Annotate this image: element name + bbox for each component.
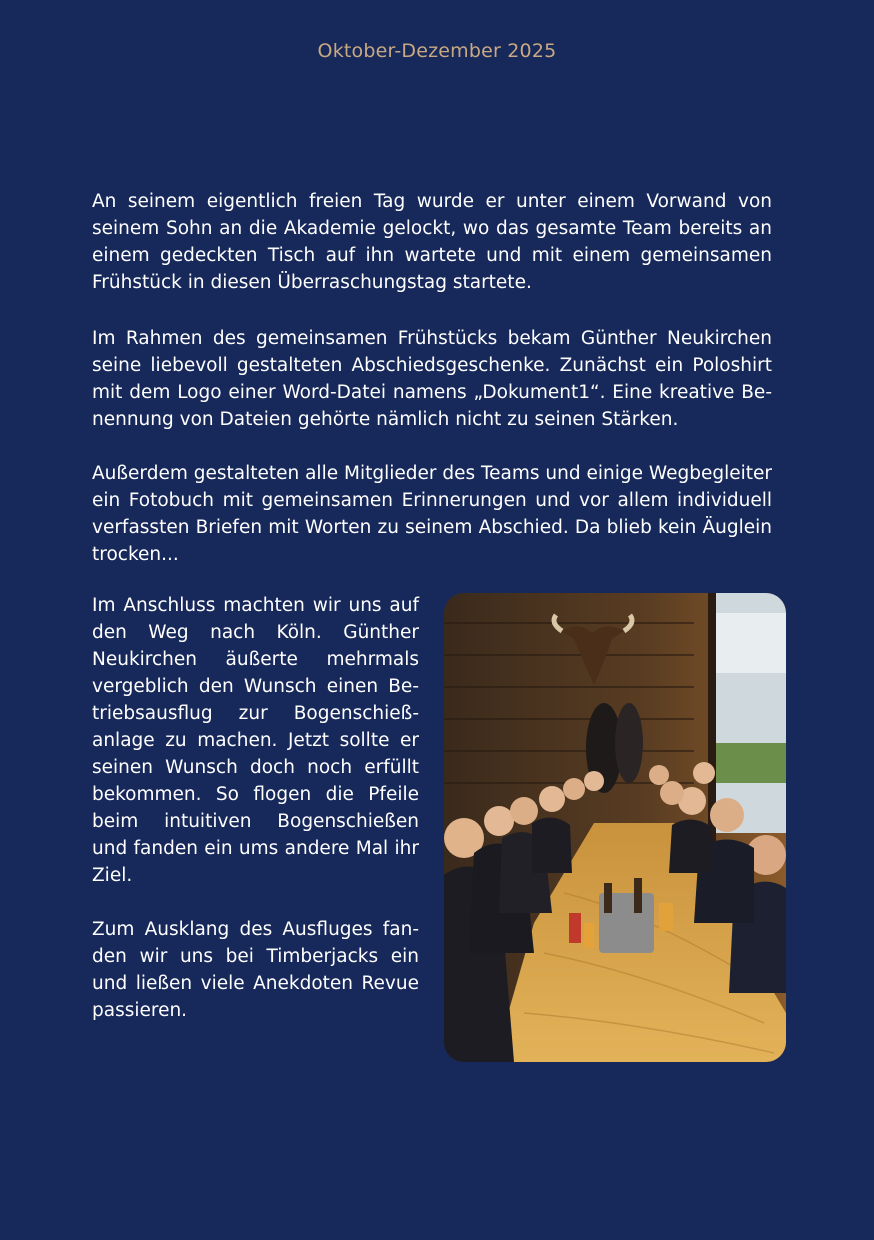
group-photo	[444, 593, 786, 1062]
article-paragraph-2: Im Rahmen des gemeinsamen Frühstücks bekam Günther Neukirchen seine liebevoll gestalteten Abschiedsgeschenke. Zunächst ein Poloshirt mit dem Logo einer Word-Datei namens „Dokument1“. Eine kreative Benennung von Dateien gehörte nämlich nicht zu seinen Stärken.	[92, 328, 772, 430]
article-paragraph-4: Im Anschluss machten wir uns auf den Weg nach Köln. Günther Neukirchen äußerte mehrmals vergeblich den Wunsch einen Betriebsausflug zur Bogenschießanlage zu machen. Jetzt sollte er seinen Wunsch doch noch erfüllt bekommen. So flogen die Pfeile beim intuitiven Bogenschießen und fanden ein ums andere Mal ihr Ziel.	[92, 595, 419, 886]
article-paragraph-1: An seinem eigentlich freien Tag wurde er unter einem Vorwand von seinem Sohn an die Akademie gelockt, wo das gesamte Team bereits an einem gedeckten Tisch auf ihn wartete und mit einem gemeinsamen Frühstück in diesen Überraschungstag startete.	[92, 191, 772, 293]
group-photo-illustration	[444, 593, 786, 1062]
article-paragraph-3: Außerdem gestalteten alle Mitglieder des Teams und einige Wegbegleiter ein Fotobuch mit gemeinsamen Erinnerungen und vor allem individuell verfassten Briefen mit Worten zu seinem Abschied. Da blieb kein Äuglein trocken...	[92, 463, 772, 565]
header-date-range: Oktober-Dezember 2025	[317, 40, 557, 62]
article-paragraph-5: Zum Ausklang des Ausfluges fanden wir uns bei Timberjacks ein und ließen viele Anekdoten Revue passieren.	[92, 919, 419, 1021]
